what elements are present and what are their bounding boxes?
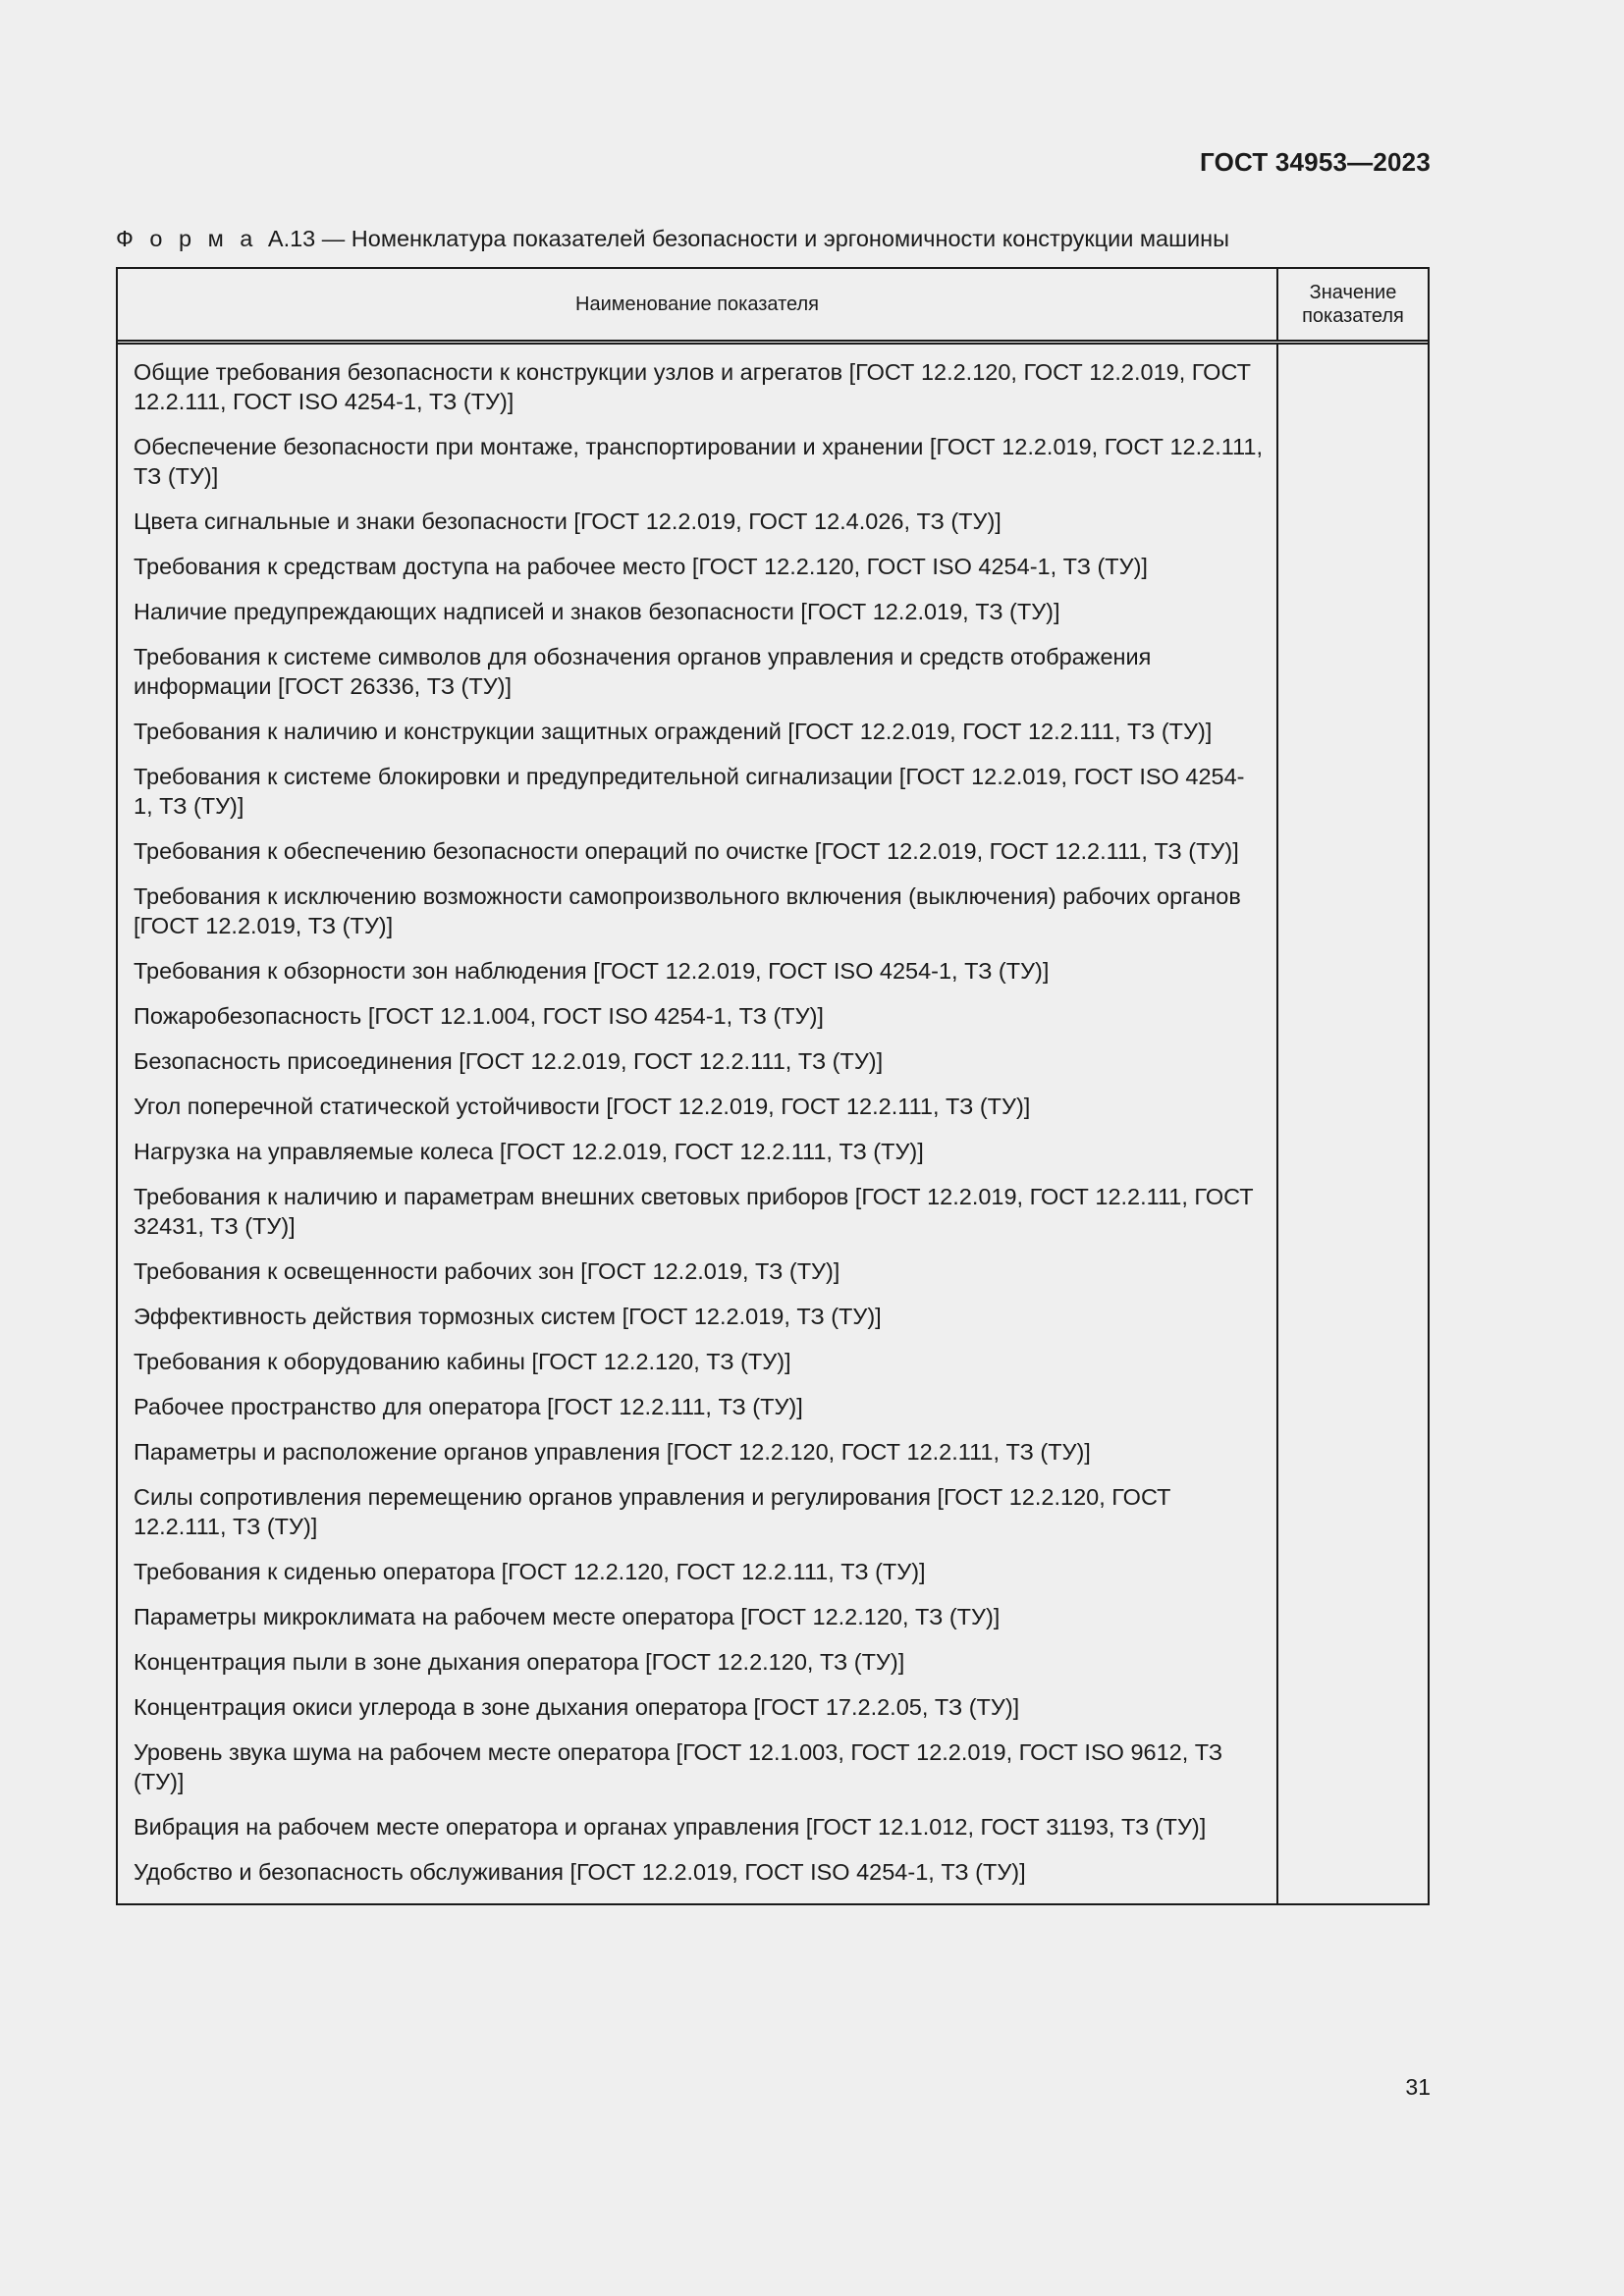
table-row: Пожаробезопасность [ГОСТ 12.1.004, ГОСТ ISO 4254-1, ТЗ (ТУ)] — [134, 1003, 824, 1029]
table-row: Обеспечение безопасности при монтаже, транспортировании и хранении [ГОСТ 12.2.019, ГОСТ 12.2.111, ТЗ (ТУ)] — [134, 434, 1263, 489]
table-row: Параметры микроклимата на рабочем месте оператора [ГОСТ 12.2.120, ТЗ (ТУ)] — [134, 1604, 1001, 1629]
table-row: Концентрация окиси углерода в зоне дыхания оператора [ГОСТ 17.2.2.05, ТЗ (ТУ)] — [134, 1694, 1020, 1720]
column-header-name: Наименование показателя — [118, 269, 1277, 343]
table-row: Цвета сигнальные и знаки безопасности [ГОСТ 12.2.019, ГОСТ 12.4.026, ТЗ (ТУ)] — [134, 508, 1001, 534]
table-row: Требования к оборудованию кабины [ГОСТ 12.2.120, ТЗ (ТУ)] — [134, 1349, 791, 1374]
document-code: ГОСТ 34953—2023 — [1200, 147, 1431, 177]
indicator-name-cell — [118, 343, 1277, 1904]
column-header-value: Значение показателя — [1277, 269, 1428, 343]
indicator-list — [118, 345, 1276, 1903]
table-row: Требования к обзорности зон наблюдения [ГОСТ 12.2.019, ГОСТ ISO 4254-1, ТЗ (ТУ)] — [134, 958, 1050, 984]
table-row: Требования к исключению возможности самопроизвольного включения (выключения) рабочих органов [ГОСТ 12.2.019, ТЗ (ТУ)] — [134, 883, 1241, 938]
page-number: 31 — [1405, 2074, 1431, 2100]
table-row: Требования к системе символов для обозначения органов управления и средств отображения информации [ГОСТ 26336, ТЗ (ТУ)] — [134, 644, 1152, 699]
form-caption-prefix: Ф о р м а — [116, 226, 258, 251]
table-row: Концентрация пыли в зоне дыхания оператора [ГОСТ 12.2.120, ТЗ (ТУ)] — [134, 1649, 905, 1675]
table-row: Требования к наличию и параметрам внешних световых приборов [ГОСТ 12.2.019, ГОСТ 12.2.111, ГОСТ 32431, ТЗ (ТУ)] — [134, 1184, 1254, 1239]
table-row: Наличие предупреждающих надписей и знаков безопасности [ГОСТ 12.2.019, ТЗ (ТУ)] — [134, 599, 1060, 624]
table-row: Общие требования безопасности к конструкции узлов и агрегатов [ГОСТ 12.2.120, ГОСТ 12.2.019, ГОСТ 12.2.111, ГОСТ ISO 4254-1, ТЗ (ТУ)] — [134, 359, 1251, 414]
table-row: Удобство и безопасность обслуживания [ГОСТ 12.2.019, ГОСТ ISO 4254-1, ТЗ (ТУ)] — [134, 1859, 1026, 1885]
table-row: Требования к системе блокировки и предупредительной сигнализации [ГОСТ 12.2.019, ГОСТ ISO 4254-1, ТЗ (ТУ)] — [134, 764, 1245, 819]
table-row: Вибрация на рабочем месте оператора и органах управления [ГОСТ 12.1.012, ГОСТ 31193, ТЗ (ТУ)] — [134, 1814, 1207, 1840]
table-row: Требования к средствам доступа на рабочее место [ГОСТ 12.2.120, ГОСТ ISO 4254-1, ТЗ (ТУ)] — [134, 554, 1148, 579]
table-row: Силы сопротивления перемещению органов управления и регулирования [ГОСТ 12.2.120, ГОСТ 12.2.111, ТЗ (ТУ)] — [134, 1484, 1171, 1539]
table-row: Угол поперечной статической устойчивости [ГОСТ 12.2.019, ГОСТ 12.2.111, ТЗ (ТУ)] — [134, 1094, 1031, 1119]
table-row: Требования к наличию и конструкции защитных ограждений [ГОСТ 12.2.019, ГОСТ 12.2.111, ТЗ (ТУ)] — [134, 719, 1213, 744]
table-row: Безопасность присоединения [ГОСТ 12.2.019, ГОСТ 12.2.111, ТЗ (ТУ)] — [134, 1048, 884, 1074]
table-row: Требования к сиденью оператора [ГОСТ 12.2.120, ГОСТ 12.2.111, ТЗ (ТУ)] — [134, 1559, 926, 1584]
table-row: Эффективность действия тормозных систем [ГОСТ 12.2.019, ТЗ (ТУ)] — [134, 1304, 882, 1329]
table-header-row — [118, 269, 1428, 343]
table-row: Рабочее пространство для оператора [ГОСТ 12.2.111, ТЗ (ТУ)] — [134, 1394, 803, 1419]
table-row: Параметры и расположение органов управления [ГОСТ 12.2.120, ГОСТ 12.2.111, ТЗ (ТУ)] — [134, 1439, 1091, 1465]
indicators-table — [116, 267, 1430, 1905]
table-row: Требования к освещенности рабочих зон [ГОСТ 12.2.019, ТЗ (ТУ)] — [134, 1258, 840, 1284]
table-row: Нагрузка на управляемые колеса [ГОСТ 12.2.019, ГОСТ 12.2.111, ТЗ (ТУ)] — [134, 1139, 924, 1164]
table-row: Требования к обеспечению безопасности операций по очистке [ГОСТ 12.2.019, ГОСТ 12.2.111, ТЗ (ТУ)] — [134, 838, 1239, 864]
indicator-value-cell — [1277, 343, 1428, 1904]
table-row: Уровень звука шума на рабочем месте оператора [ГОСТ 12.1.003, ГОСТ 12.2.019, ГОСТ ISO 9612, ТЗ (ТУ)] — [134, 1739, 1223, 1794]
form-caption-text: А.13 — Номенклатура показателей безопасности и эргономичности конструкции машины — [267, 226, 1229, 251]
form-caption — [116, 226, 1229, 252]
